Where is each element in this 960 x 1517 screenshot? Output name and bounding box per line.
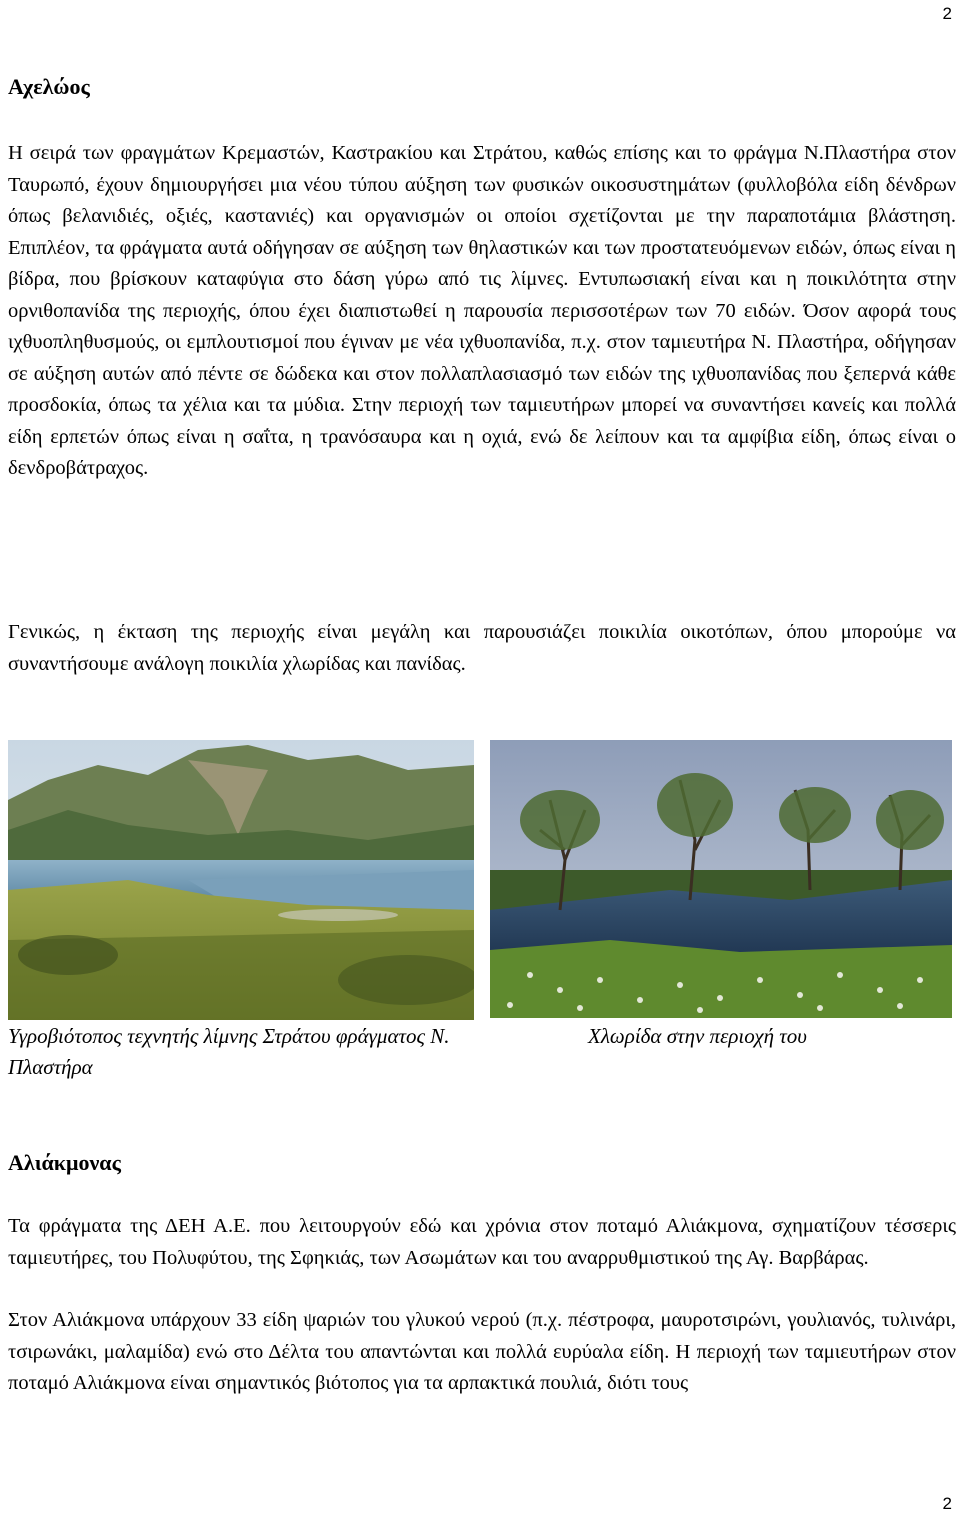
- page-number-top: 2: [942, 4, 952, 23]
- flora-photo: [490, 740, 952, 1018]
- left-photo-caption: Υγροβιότοπος τεχνητής λίμνης Στράτου φράγματος Ν. Πλαστήρα: [8, 1024, 450, 1079]
- aliakmonas-paragraph-1: Τα φράγματα της ΔΕΗ Α.Ε. που λειτουργούν εδώ και χρόνια στον ποταμό Αλιάκμονα, σχηματίζουν τέσσερις ταμιευτήρες, του Πολυφύτου, της Σφηκιάς, των Ασωμάτων και του αναρρυθμιστικού της Αγ. Βαρβάρας.: [8, 1215, 956, 1269]
- section-heading-acheloos: Αχελώος: [8, 74, 90, 99]
- aliakmonas-paragraph-2: Στον Αλιάκμονα υπάρχουν 33 είδη ψαριών του γλυκού νερού (π.χ. πέστροφα, μαυροτσιρώνι, γουλιανός, τυλινάρι, τσιρωνάκι, μαλαμίδα) ενώ στο Δέλτα του απαντώνται και πολλά ευρύαλα είδη. Η περιοχή των ταμιευτήρων στον ποταμό Αλιάκμονα είναι σημαντικός βιότοπος για τα αρπακτικά πουλιά, διότι τους: [8, 1309, 956, 1394]
- page-number-bottom: 2: [942, 1494, 952, 1513]
- right-photo-caption: Χλωρίδα στην περιοχή του: [588, 1024, 807, 1048]
- acheloos-paragraph-1: Η σειρά των φραγμάτων Κρεμαστών, Καστρακίου και Στράτου, καθώς επίσης και το φράγμα Ν.Πλαστήρα στον Ταυρωπό, έχουν δημιουργήσει μια νέου τύπου αύξηση των φυσικών οικοσυστημάτων (φυλλοβόλα είδη δένδρων όπως βελανιδιές, οξιές, καστανιές) και οργανισμών οι οποίοι σχετίζονται με την παραποτάμια βλάστηση. Επιπλέον, τα φράγματα αυτά οδήγησαν σε αύξηση των θηλαστικών και των προστατευόμενων ειδών, όπως είναι η βίδρα, που βρίσκουν καταφύγια στο δάση γύρω από τις λίμνες. Εντυπωσιακή είναι και η ποικιλότητα στην ορνιθοπανίδα της περιοχής, όπου έχει διαπιστωθεί η παρουσία περισσοτέρων των 70 ειδών. Όσον αφορά τους ιχθυοπληθυσμούς, οι εμπλουτισμοί που έγιναν με νέα ιχθυοπανίδα, π.χ. στον ταμιευτήρα Ν. Πλαστήρα, οδήγησαν σε αύξηση αυτών από πέντε σε δώδεκα και στον πολλαπλασιασμό των ειδών της ιχθυοπανίδας που ξεπερνά κάθε προσδοκία, όπως τα χέλια και τα μύδια. Στην περιοχή των ταμιευτήρων μπορεί να συναντήσει κανείς και πολλά είδη ερπετών όπως είναι η σαΐτα, η τρανόσαυρα και η οχιά, ενώ δε λείπουν και τα αμφίβια είδη, όπως είναι ο δενδροβάτραχος.: [8, 142, 956, 479]
- acheloos-paragraph-2: Γενικώς, η έκταση της περιοχής είναι μεγάλη και παρουσιάζει ποικιλία οικοτόπων, όπου μπορούμε να συναντήσουμε ανάλογη ποικιλία χλωρίδας και πανίδας.: [8, 621, 956, 675]
- section-heading-aliakmonas: Αλιάκμονας: [8, 1150, 121, 1175]
- lake-wetland-photo: [8, 740, 474, 1020]
